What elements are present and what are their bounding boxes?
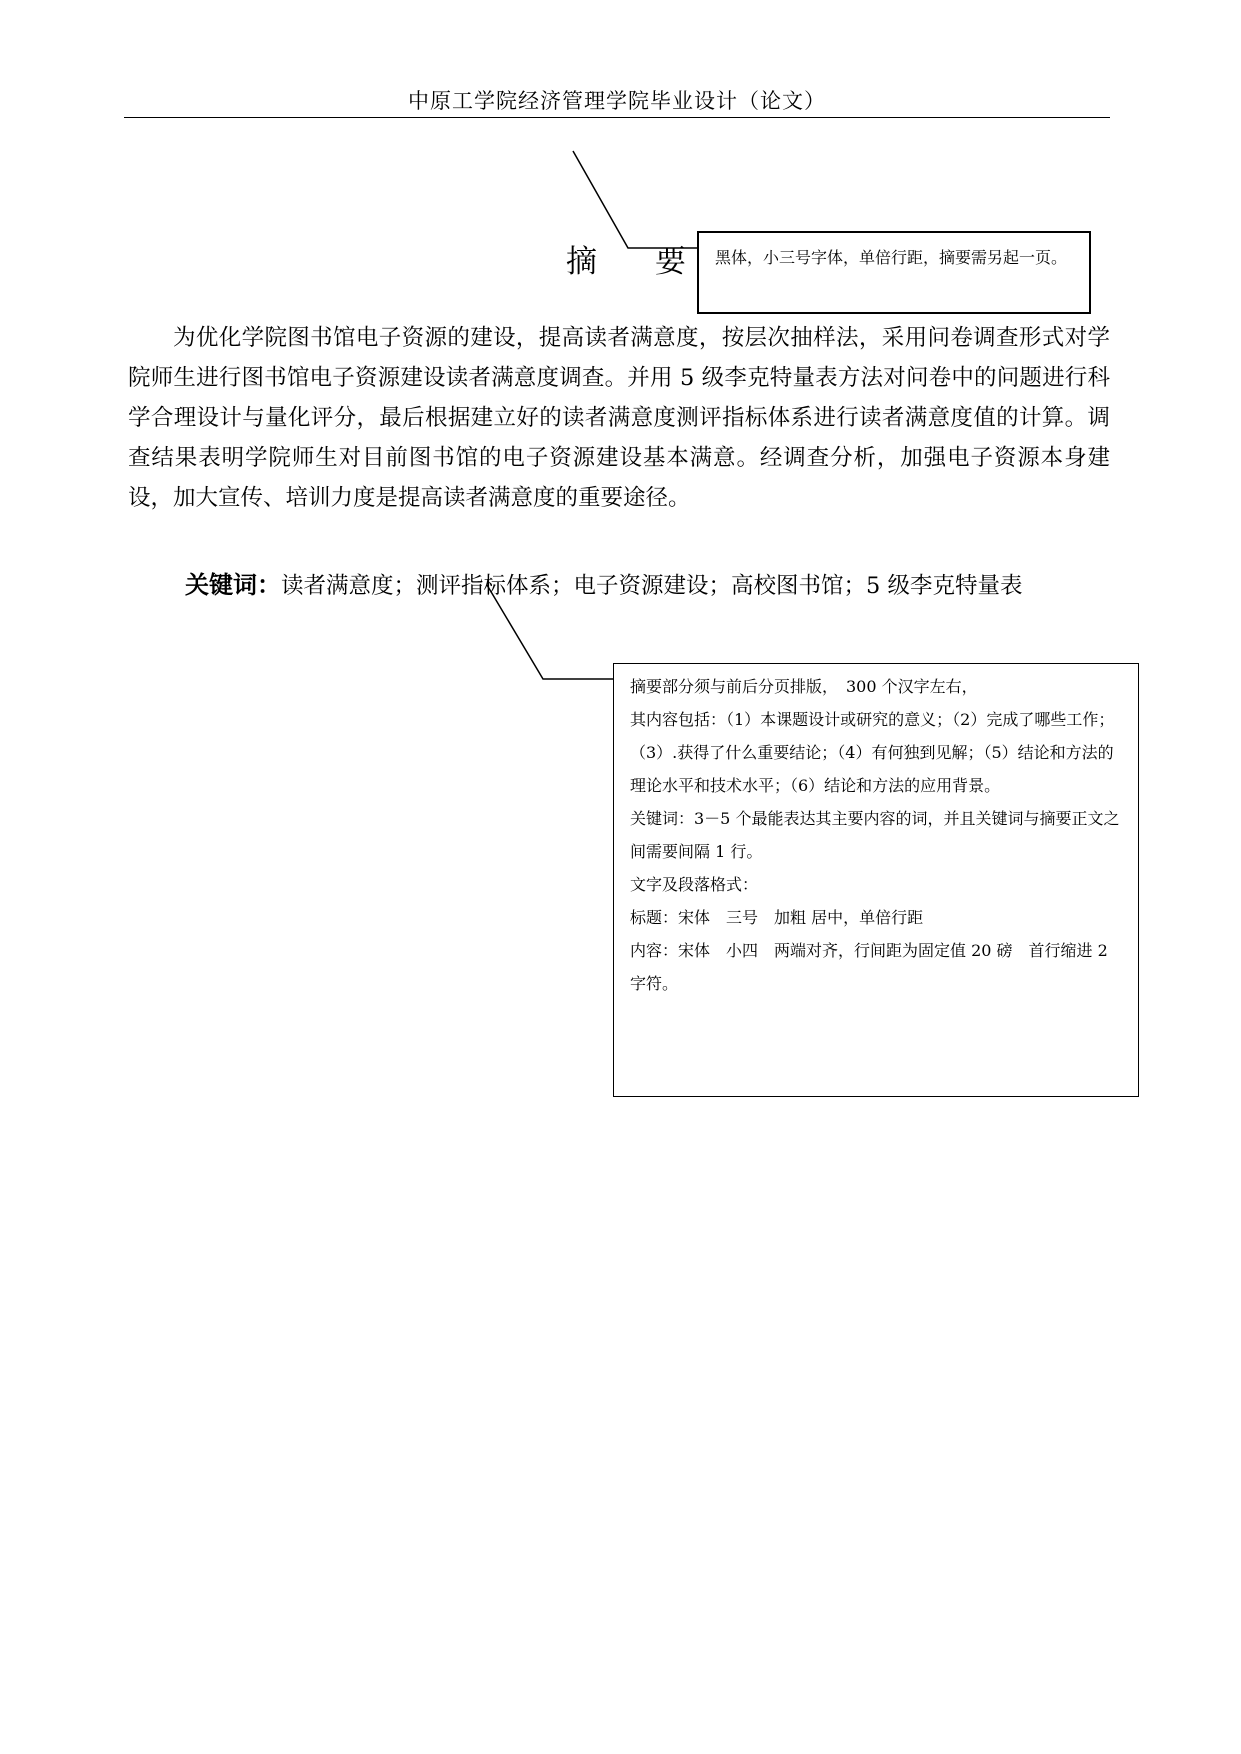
page-header: 中原工学院经济管理学院毕业设计（论文）: [408, 89, 826, 113]
abstract-paragraph: 为优化学院图书馆电子资源的建设，提高读者满意度，按层次抽样法，采用问卷调查形式对学院师生进行图书馆电子资源建设读者满意度调查。并用 5 级李克特量表方法对问卷中的问题进行科学合理设计与量化评分，最后根据建立好的读者满意度测评指标体系进行读者满意度值的计算。调查结果表明学院师生对目前图书馆的电子资源建设基本满意。经调查分析，加强电子资源本身建设，加大宣传、培训力度是提高读者满意度的重要途径。: [128, 325, 1110, 511]
abstract-title: 摘 要: [566, 244, 710, 280]
keywords-line: [185, 565, 1110, 606]
title-format-note: 黑体，小三号字体，单倍行距，摘要需另起一页。: [697, 231, 1091, 314]
spec-line: 标题：宋体 三号 加粗 居中，单倍行距: [630, 908, 924, 927]
spec-line: 内容：宋体 小四 两端对齐，行间距为固定值 20 磅 首行缩进 2 字符。: [630, 941, 1108, 993]
title-callout-line: [573, 151, 697, 248]
spec-line: 文字及段落格式：: [630, 875, 759, 894]
spec-line: 其内容包括：（1）本课题设计或研究的意义；（2）完成了哪些工作；（3）.获得了什么重要结论；（4）有何独到见解；（5）结论和方法的理论水平和技术水平；（6）结论和方法的应用背景。: [630, 710, 1115, 795]
format-spec-note: [613, 663, 1139, 1097]
abstract-body: [128, 318, 1110, 518]
spec-line: 摘要部分须与前后分页排版， 300 个汉字左右，: [630, 677, 978, 696]
header-rule: [124, 117, 1110, 118]
keywords-text: 读者满意度；测评指标体系；电子资源建设；高校图书馆；5 级李克特量表: [281, 573, 1023, 599]
keywords-label: 关键词：: [185, 571, 281, 599]
spec-line: 关键词：3－5 个最能表达其主要内容的词，并且关键词与摘要正文之间需要间隔 1 行。: [630, 809, 1120, 861]
